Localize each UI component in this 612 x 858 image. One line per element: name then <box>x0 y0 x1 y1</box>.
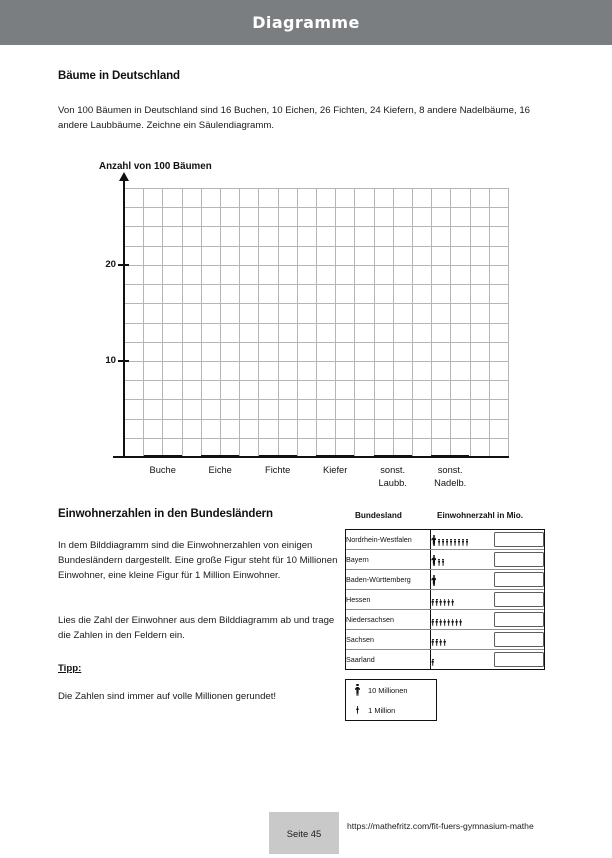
person-small-icon <box>431 599 434 607</box>
grid-line-vertical <box>201 188 202 457</box>
grid-line-horizontal <box>124 438 508 439</box>
person-small-icon <box>443 639 446 647</box>
person-small-icon <box>435 639 438 647</box>
chart-category-label <box>184 464 256 477</box>
grid-line-vertical <box>489 188 490 457</box>
table-row <box>346 650 544 670</box>
chart-category-label-line: Fichte <box>265 465 291 475</box>
bar-base-marker <box>201 455 239 458</box>
legend-row-big <box>346 680 436 700</box>
grid-line-horizontal <box>124 342 508 343</box>
grid-line-vertical <box>143 188 144 457</box>
person-small-icon <box>455 619 458 627</box>
y-tick-10 <box>118 360 129 362</box>
grid-line-vertical <box>335 188 336 457</box>
x-axis-line <box>113 456 509 458</box>
pictogram-figures-cell <box>431 550 494 570</box>
chart-y-axis-title: Anzahl von 100 Bäumen <box>99 161 212 172</box>
y-tick-label-10: 10 <box>105 355 116 366</box>
table-row <box>346 570 544 590</box>
grid-line-vertical <box>220 188 221 457</box>
grid-line-horizontal <box>124 284 508 285</box>
grid-line-horizontal <box>124 265 508 266</box>
pictogram-figures-cell <box>431 610 494 630</box>
pictogram-header-row <box>345 511 545 528</box>
person-large-icon <box>431 555 436 567</box>
grid-line-vertical <box>316 188 317 457</box>
chart-category-label-line: sonst. <box>380 465 406 475</box>
legend-label-big: 10 Millionen <box>368 685 408 695</box>
person-small-icon <box>454 539 457 547</box>
grid-line-vertical <box>450 188 451 457</box>
pictogram-answer-cell <box>494 650 544 670</box>
grid-line-horizontal <box>124 380 508 381</box>
person-small-icon <box>442 539 445 547</box>
answer-input-box[interactable] <box>494 632 544 647</box>
person-small-icon <box>431 619 434 627</box>
pictogram-state-name: Bayern <box>346 550 431 570</box>
person-small-icon <box>431 639 434 647</box>
grid-line-vertical <box>297 188 298 457</box>
table-row <box>346 550 544 570</box>
grid-line-vertical <box>354 188 355 457</box>
page-number-chip: Seite 45 <box>269 812 339 854</box>
section2-paragraph-2: Lies die Zahl der Einwohner aus dem Bilddiagramm ab und trage die Zahlen in den Feldern ein. <box>58 615 335 641</box>
pictogram-state-name: Saarland <box>346 650 431 670</box>
chart-category-label <box>414 464 486 489</box>
pictogram-state-name: Nordrhein-Westfalen <box>346 530 431 550</box>
pictogram-figures-cell <box>431 590 494 610</box>
chart-category-label-line: Kiefer <box>323 465 348 475</box>
pictogram-state-name: Sachsen <box>346 630 431 650</box>
legend-label-small: 1 Million <box>368 705 396 715</box>
footer-url: https://mathefritz.com/fit-fuers-gymnasium-mathe <box>347 821 534 831</box>
pictogram-figures-cell <box>431 650 494 670</box>
chart-category-label-line: Buche <box>149 465 176 475</box>
pictogram-answer-cell <box>494 590 544 610</box>
person-large-icon <box>355 684 360 696</box>
legend-row-small <box>346 700 436 720</box>
person-small-icon <box>435 599 438 607</box>
pictogram-figures-cell <box>431 570 494 590</box>
pictogram-answer-cell <box>494 550 544 570</box>
section1-heading: Bäume in Deutschland <box>58 70 180 82</box>
person-small-icon <box>356 706 359 714</box>
person-small-icon <box>438 559 441 567</box>
person-small-icon <box>438 539 441 547</box>
person-small-icon <box>442 559 445 567</box>
chart-category-label <box>357 464 429 489</box>
person-small-icon <box>439 639 442 647</box>
grid-line-horizontal <box>124 303 508 304</box>
pictogram-legend <box>345 679 437 721</box>
person-small-icon <box>443 619 446 627</box>
grid-line-horizontal <box>124 226 508 227</box>
grid-line-horizontal <box>124 207 508 208</box>
grid-line-horizontal <box>124 399 508 400</box>
grid-line-vertical <box>470 188 471 457</box>
person-small-icon <box>431 659 434 667</box>
bar-base-marker <box>144 455 182 458</box>
person-small-icon <box>439 599 442 607</box>
person-small-icon <box>443 599 446 607</box>
table-row <box>346 530 544 550</box>
section1-task-text: Von 100 Bäumen in Deutschland sind 16 Buchen, 10 Eichen, 26 Fichten, 24 Kiefern, 8 andere Nadelbäume, 16 andere Laubbäume. Zeichne ein Säulendiagramm. <box>58 105 531 131</box>
table-row <box>346 630 544 650</box>
answer-input-box[interactable] <box>494 552 544 567</box>
pictogram-col-header-state: Bundesland <box>355 511 402 520</box>
page-title: Diagramme <box>252 13 360 32</box>
y-axis-arrow-icon <box>119 172 129 181</box>
y-tick-label-20: 20 <box>105 259 116 270</box>
grid-line-vertical <box>431 188 432 457</box>
pictogram-figures-cell <box>431 530 494 550</box>
bar-base-marker <box>431 455 469 458</box>
pictogram-figures-cell <box>431 630 494 650</box>
person-large-icon <box>431 535 436 547</box>
table-row <box>346 590 544 610</box>
person-small-icon <box>447 619 450 627</box>
grid-line-horizontal <box>124 188 508 189</box>
person-small-icon <box>459 619 462 627</box>
chart-plot-area <box>124 188 508 457</box>
pictogram-answer-cell <box>494 530 544 550</box>
person-small-icon <box>439 619 442 627</box>
chart-category-label-line: Laubb. <box>378 477 407 488</box>
pictogram-answer-cell <box>494 570 544 590</box>
person-small-icon <box>447 599 450 607</box>
grid-line-vertical <box>278 188 279 457</box>
chart-category-label-line: sonst. <box>437 465 463 475</box>
pictogram-state-name: Niedersachsen <box>346 610 431 630</box>
answer-input-box[interactable] <box>494 592 544 607</box>
pictogram-table <box>345 529 545 670</box>
person-small-icon <box>446 539 449 547</box>
grid-line-vertical <box>412 188 413 457</box>
pictogram-col-header-value: Einwohnerzahl in Mio. <box>437 511 523 520</box>
person-large-icon <box>431 575 436 587</box>
chart-category-label-line: Eiche <box>208 465 232 475</box>
person-small-icon <box>466 539 469 547</box>
grid-line-horizontal <box>124 361 508 362</box>
grid-line-horizontal <box>124 246 508 247</box>
chart-category-label <box>242 464 314 477</box>
tipp-label: Tipp: <box>58 663 82 674</box>
person-small-icon <box>450 539 453 547</box>
y-axis-line <box>123 180 125 458</box>
grid-line-vertical <box>374 188 375 457</box>
tipp-text: Die Zahlen sind immer auf volle Millionen gerundet! <box>58 691 277 702</box>
section2-paragraph-1: In dem Bilddiagramm sind die Einwohnerzahlen von einigen Bundesländern dargestellt. Eine große Figur steht für 10 Millionen Einwohner, eine kleine Figur für 1 Million Einwohner. <box>58 540 338 581</box>
grid-line-vertical <box>182 188 183 457</box>
grid-line-vertical <box>393 188 394 457</box>
grid-line-vertical <box>239 188 240 457</box>
person-small-icon <box>435 619 438 627</box>
pictogram-answer-cell <box>494 610 544 630</box>
grid-line-horizontal <box>124 323 508 324</box>
chart-category-label <box>299 464 371 477</box>
grid-line-vertical <box>162 188 163 457</box>
chart-category-label-line: Nadelb. <box>434 477 467 488</box>
answer-input-box[interactable] <box>494 532 544 547</box>
bar-base-marker <box>374 455 412 458</box>
person-small-icon <box>451 599 454 607</box>
answer-input-box[interactable] <box>494 572 544 587</box>
grid-line-horizontal <box>124 419 508 420</box>
grid-line-horizontal <box>124 457 508 458</box>
person-small-icon <box>451 619 454 627</box>
person-small-icon <box>462 539 465 547</box>
pictogram-state-name: Baden-Württemberg <box>346 570 431 590</box>
chart-category-label <box>127 464 199 477</box>
answer-input-box[interactable] <box>494 652 544 667</box>
bar-base-marker <box>316 455 354 458</box>
grid-line-vertical <box>124 188 125 457</box>
bar-base-marker <box>259 455 297 458</box>
pictogram-answer-cell <box>494 630 544 650</box>
answer-input-box[interactable] <box>494 612 544 627</box>
table-row <box>346 610 544 630</box>
pictogram-block <box>345 511 545 664</box>
grid-line-vertical <box>258 188 259 457</box>
section2-heading: Einwohnerzahlen in den Bundesländern <box>58 508 273 520</box>
pictogram-state-name: Hessen <box>346 590 431 610</box>
y-tick-20 <box>118 264 129 266</box>
grid-line-vertical <box>508 188 509 457</box>
person-small-icon <box>458 539 461 547</box>
